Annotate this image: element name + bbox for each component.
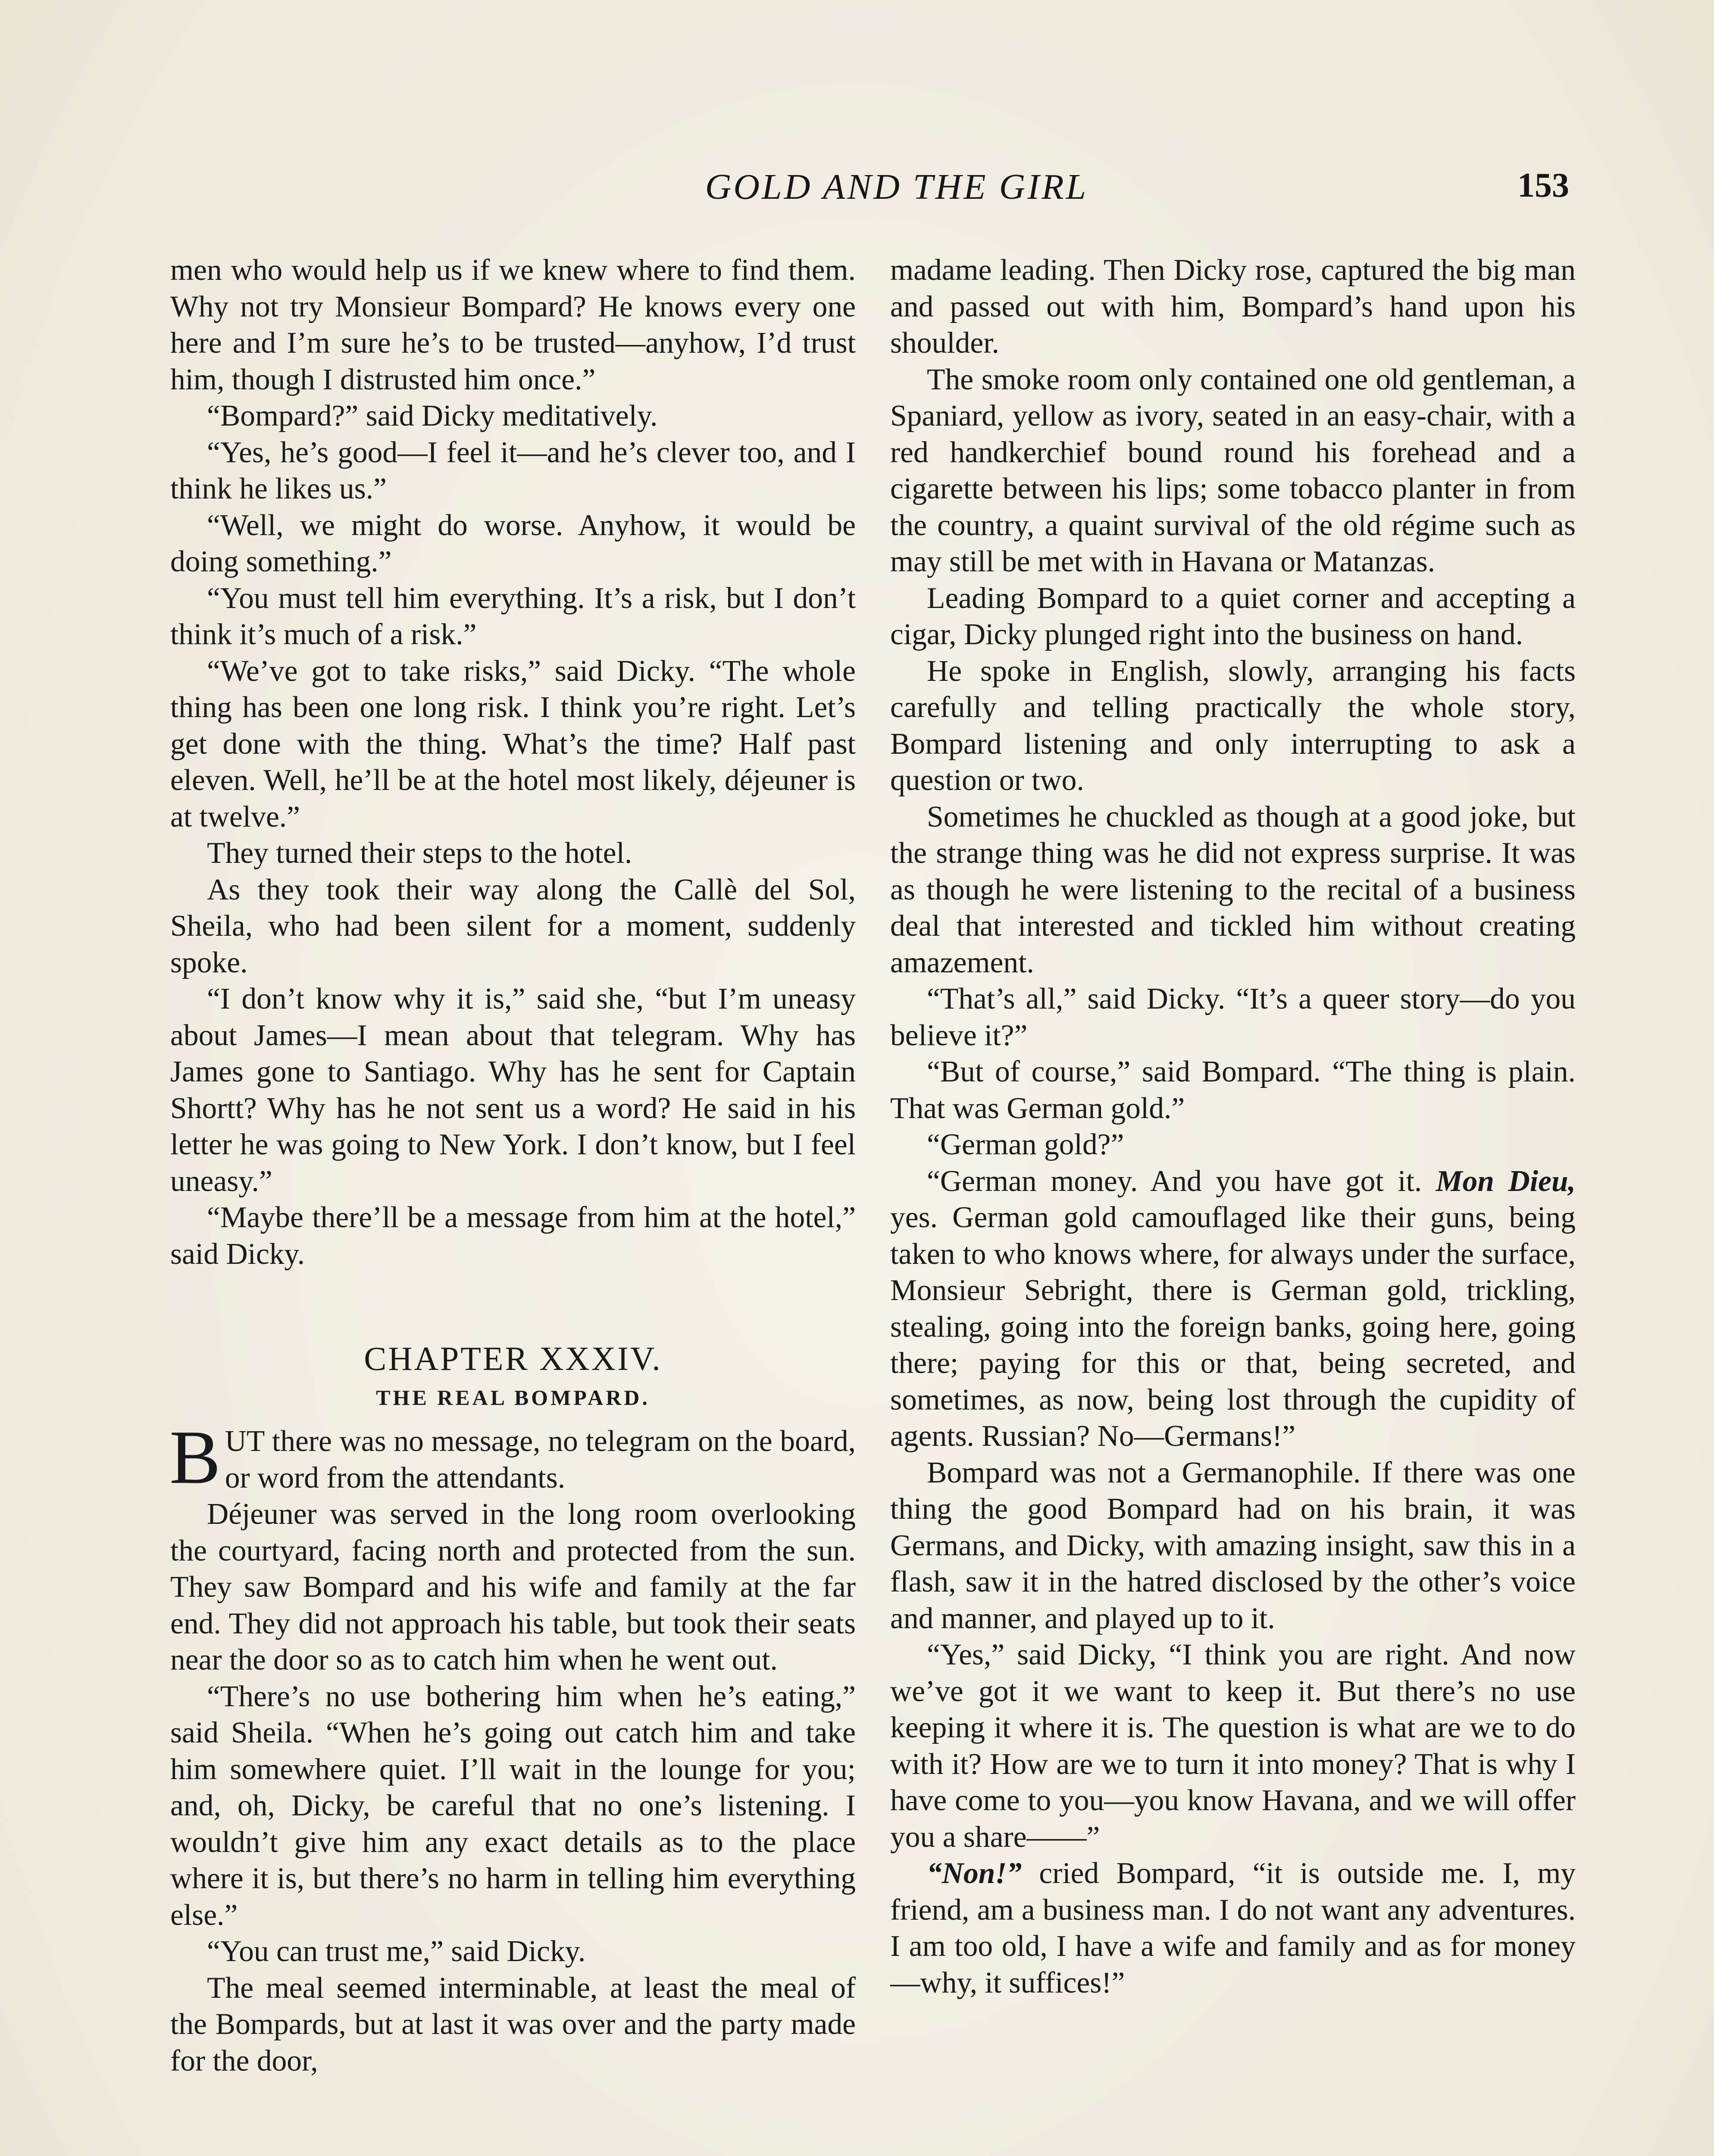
drop-cap: B [169, 1414, 221, 1500]
text-run: yes. German gold camouflaged like their guns, being taken to who knows where, for always under the surface, Monsieur Sebright, there is German gold, trickling, stealing, going into the foreign banks, going here, going there; paying for this or that, being secreted, and sometimes, as now, being lost through the cupidity of agents. Russian? No—Germans!” [890, 1201, 1576, 1453]
page-number: 153 [1517, 166, 1569, 204]
paragraph: “But of course,” said Bompard. “The thing is plain. That was German gold.” [890, 1055, 1576, 1125]
paragraph: “You can trust me,” said Dicky. [207, 1935, 586, 1968]
paragraph: He spoke in English, slowly, arranging his facts carefully and telling practically the whole story, Bompard listening and only interrupting to ask a question or two. [890, 654, 1576, 797]
paragraph: Sometimes he chuckled as though at a good joke, but the strange thing was he did not express surprise. It was as though he were listening to the recital of a business deal that interested and tickled him without creating amazement. [890, 800, 1576, 979]
paragraph: Déjeuner was served in the long room overlooking the courtyard, facing north and protected from the sun. They saw Bompard and his wife and family at the far end. They did not approach his table, but took their seats near the door so as to catch him when he went out. [170, 1498, 856, 1677]
text-run: “German money. And you have got it. [927, 1164, 1436, 1198]
text-run: cried Bompard, “it is outside me. I, my friend, am a business man. I do not want any adventures. I am too old, I have a wife and family and as for money—why, it suffices!” [890, 1857, 1576, 1999]
paragraph [890, 1855, 1576, 2001]
paragraph: “There’s no use bothering him when he’s eating,” said Sheila. “When he’s going out catch him and take him somewhere quiet. I’ll wait in the lounge for you; and, oh, Dicky, be careful that no one’s listening. I wouldn’t give him any exact details as to the place where it is, but there’s no harm in telling him everything else.” [170, 1680, 856, 1932]
paragraph: Bompard was not a Germanophile. If there was one thing the good Bompard had on his brain, it was Germans, and Dicky, with amazing insight, saw this in a flash, saw it in the hatred disclosed by the other’s voice and manner, and played up to it. [890, 1456, 1576, 1635]
italic-phrase: “Non!” [927, 1857, 1022, 1890]
chapter-title: CHAPTER XXXIV. [364, 1340, 662, 1377]
paragraph: The meal seemed interminable, at least the meal of the Bompards, but at last it was over and the party made for the door, [170, 1971, 856, 2078]
paragraph: The smoke room only contained one old gentleman, a Spaniard, yellow as ivory, seated in an easy-chair, with a red handkerchief bound round his forehead and a cigarette between his lips; some tobacco planter in from the country, a quaint survival of the old régime such as may still be met with in Havana or Matanzas. [890, 363, 1576, 578]
right-column [890, 252, 1576, 2001]
chapter-subtitle: THE REAL BOMPARD. [376, 1385, 650, 1410]
left-column [170, 252, 856, 2079]
paragraph: men who would help us if we knew where to find them. Why not try Monsieur Bompard? He knows every one here and I’m sure he’s to be trusted—anyhow, I’d trust him, though I distrusted him once.” [170, 254, 856, 396]
paragraph: They turned their steps to the hotel. [207, 837, 632, 870]
paragraph: “You must tell him everything. It’s a risk, but I don’t think it’s much of a risk.” [170, 581, 856, 651]
paragraph [890, 1163, 1576, 1455]
paragraph: “Yes, he’s good—I feel it—and he’s clever too, and I think he likes us.” [170, 436, 856, 505]
paragraph: “I don’t know why it is,” said she, “but I’m uneasy about James—I mean about that telegram. Why has James gone to Santiago. Why has he sent for Captain Shortt? Why has he not sent us a word? He said in his letter he was going to New York. I don’t know, but I feel uneasy.” [170, 982, 856, 1198]
paragraph: “German gold?” [927, 1128, 1124, 1161]
chapter-opening-paragraph [169, 1414, 856, 1500]
paragraph: “Well, we might do worse. Anyhow, it would be doing something.” [170, 508, 856, 578]
paragraph: madame leading. Then Dicky rose, captured the big man and passed out with him, Bompard’s hand upon his shoulder. [890, 254, 1576, 360]
italic-phrase: Mon Dieu, [1436, 1164, 1576, 1198]
paragraph: “We’ve got to take risks,” said Dicky. “The whole thing has been one long risk. I think you’re right. Let’s get done with the thing. What’s the time? Half past eleven. Well, he’ll be at the hotel most likely, déjeuner is at twelve.” [170, 654, 856, 834]
paragraph: “Bompard?” said Dicky meditatively. [207, 399, 658, 432]
paragraph: “That’s all,” said Dicky. “It’s a queer story—do you believe it?” [890, 982, 1576, 1052]
paragraph: As they took their way along the Callè del Sol, Sheila, who had been silent for a moment, suddenly spoke. [170, 873, 856, 979]
opening-text: UT there was no message, no telegram on the board, or word from the attendants. [225, 1425, 856, 1495]
paragraph: “Yes,” said Dicky, “I think you are right. And now we’ve got it we want to keep it. But there’s no use keeping it where it is. The question is what are we to do with it? How are we to turn it into money? That is why I have come to you—you know Havana, and we will offer you a share——” [890, 1638, 1576, 1854]
paragraph: Leading Bompard to a quiet corner and accepting a cigar, Dicky plunged right into the business on hand. [890, 581, 1576, 651]
paragraph: “Maybe there’ll be a message from him at the hotel,” said Dicky. [170, 1201, 856, 1271]
running-title: GOLD AND THE GIRL [705, 167, 1088, 207]
